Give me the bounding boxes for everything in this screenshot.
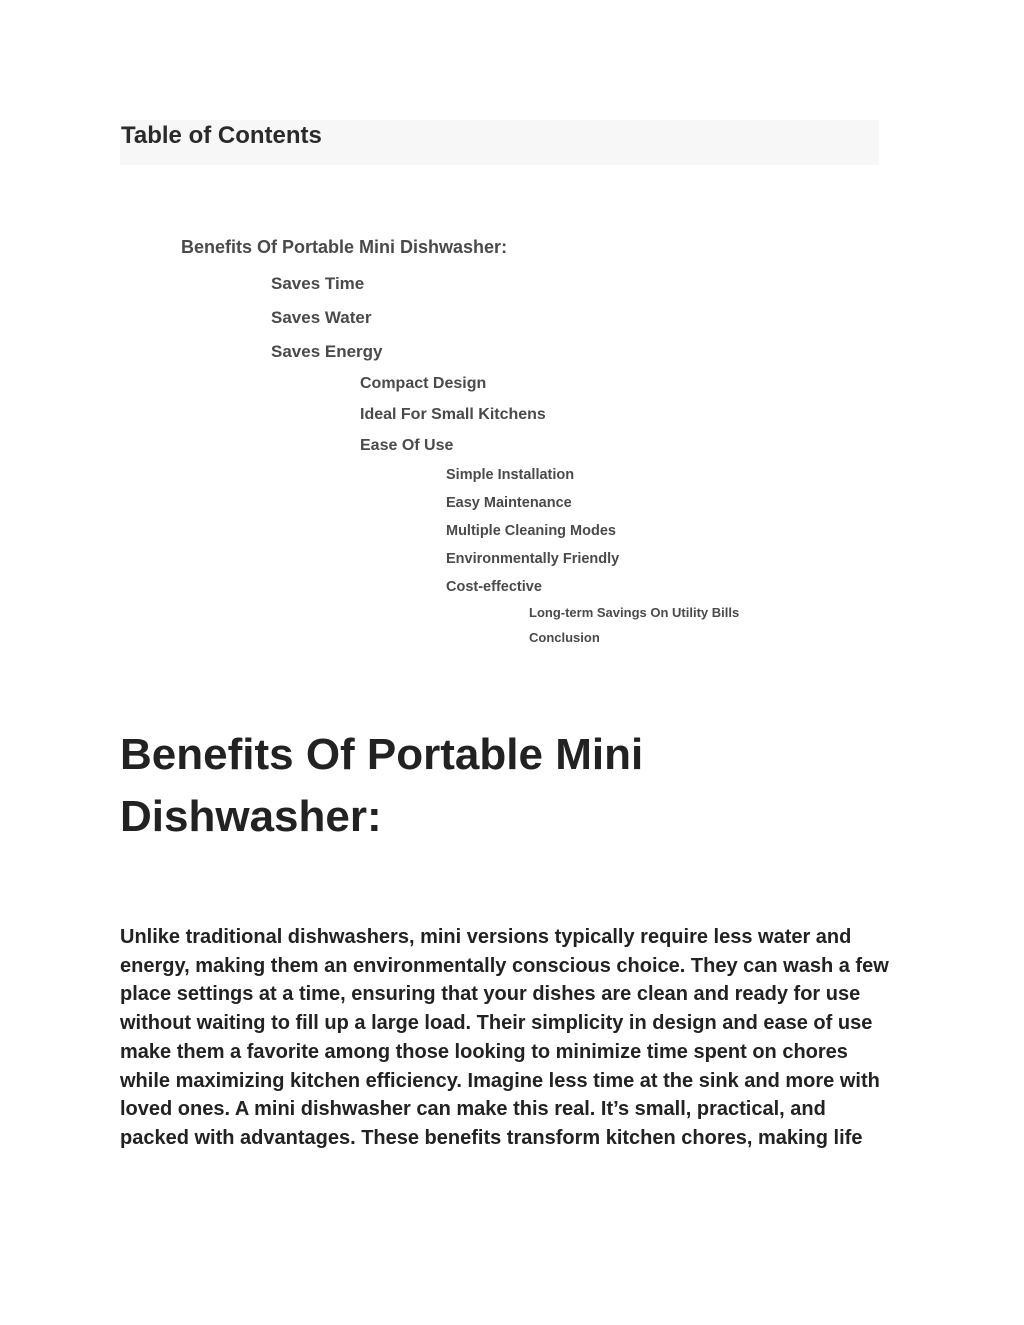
toc-link-compact-design[interactable]: Compact Design: [360, 375, 487, 392]
toc-link-simple-installation[interactable]: Simple Installation: [446, 467, 575, 483]
toc-link-benefits[interactable]: Benefits Of Portable Mini Dishwasher:: [181, 237, 508, 257]
toc-link-saves-energy[interactable]: Saves Energy: [271, 342, 383, 361]
article-heading: Benefits Of Portable Mini Dishwasher:: [120, 730, 644, 841]
toc-link-easy-maintenance[interactable]: Easy Maintenance: [446, 495, 572, 511]
table-of-contents-box: [120, 120, 879, 165]
toc-link-saves-time[interactable]: Saves Time: [271, 274, 365, 293]
toc-link-small-kitchens[interactable]: Ideal For Small Kitchens: [360, 406, 546, 423]
toc-link-cleaning-modes[interactable]: Multiple Cleaning Modes: [446, 523, 616, 539]
toc-title: Table of Contents: [121, 122, 322, 149]
article-paragraph: Unlike traditional dishwashers, mini versions typically require less water and energy, making them an environmentally conscious choice. They can wash a few place settings at a time, ensuring that your dishes are clean and ready for use without waiting to fill up a large load. Their simplicity in design and ease of use make them a favorite among those looking to minimize time spent on chores while maximizing kitchen efficiency. Imagine less time at the sink and more with loved ones. A mini dishwasher can make this real. It’s small, practical, and packed with advantages. These benefits transform kitchen chores, making life: [120, 926, 889, 1149]
toc-link-environmentally-friendly[interactable]: Environmentally Friendly: [446, 551, 620, 567]
toc-link-utility-savings[interactable]: Long-term Savings On Utility Bills: [529, 605, 740, 620]
toc-link-ease-of-use[interactable]: Ease Of Use: [360, 437, 454, 454]
toc-link-cost-effective[interactable]: Cost-effective: [446, 579, 542, 595]
toc-link-saves-water[interactable]: Saves Water: [271, 308, 372, 327]
toc-link-conclusion[interactable]: Conclusion: [529, 630, 600, 645]
